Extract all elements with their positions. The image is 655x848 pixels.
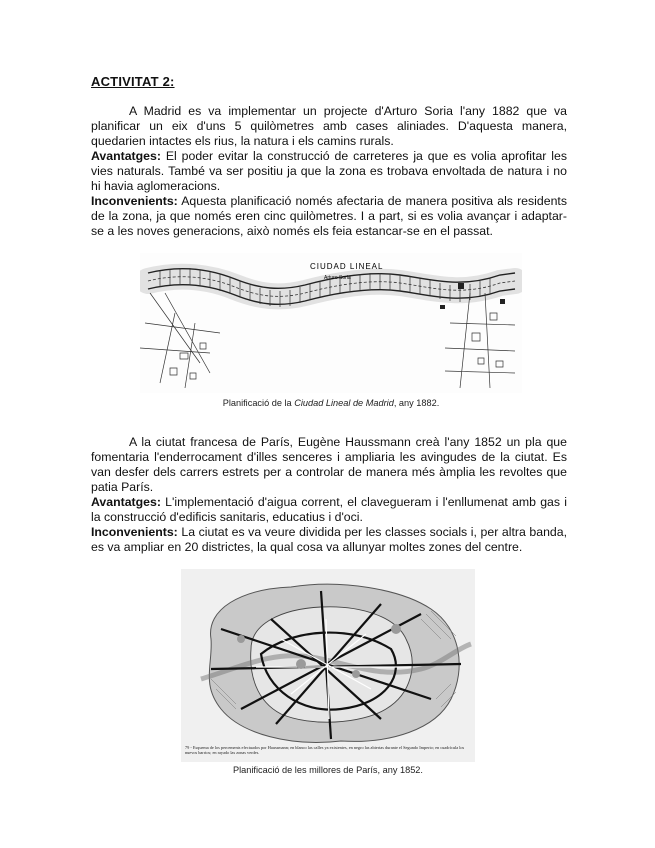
disadvantages-label: Inconvenients: <box>91 194 178 208</box>
map-title: CIUDAD LINEAL <box>310 262 384 271</box>
map-subtitle: Arturo Soria <box>324 275 351 281</box>
caption-prefix: Planificació de la <box>222 398 295 408</box>
madrid-advantages <box>91 149 567 194</box>
paris-disadvantages <box>91 525 567 555</box>
activity-title: ACTIVITAT 2: <box>91 74 175 89</box>
caption-emphasis: Ciudad Lineal de Madrid <box>294 398 394 408</box>
disadvantages-label: Inconvenients: <box>91 525 178 539</box>
paris-haussmann-map <box>181 569 475 762</box>
madrid-disadvantages <box>91 194 567 239</box>
advantages-label: Avantatges: <box>91 149 161 163</box>
ciudad-lineal-map <box>140 253 522 393</box>
advantages-text: El poder evitar la construcció de carreteres ja que es volia aprofitar les vies naturals. També va ser positiu ja que la zona es trobava envoltada de natura i no hi havia aglomeracions. <box>91 149 567 193</box>
paris-text-block <box>91 435 567 555</box>
disadvantages-text: Aquesta planificació només afectaria de manera positiva als residents de la zona, ja que només eren cinc quilòmetres. I a part, si es volia avançar i adaptar-se a les noves generacions, això només els feia estancar-se en el passat. <box>91 194 567 238</box>
madrid-text-block <box>91 104 567 239</box>
advantages-label: Avantatges: <box>91 495 161 509</box>
disadvantages-text: La ciutat es va veure dividida per les classes socials i, per altra banda, es va ampliar en 20 districtes, la qual cosa va allunyar moltes zones del centre. <box>91 525 567 554</box>
madrid-caption <box>140 398 522 408</box>
map-note: 79 - Esquema de los percements efectuados por Haussmann; en blanco las calles ya existentes, en negro las abiertas durante el Segundo Imperio; en cuadrícula los nuevos barrios; en rayado las zonas verdes. <box>185 745 465 755</box>
madrid-intro: A Madrid es va implementar un projecte d'Arturo Soria l'any 1882 que va planificar un eix d'uns 5 quilòmetres amb cases aliniades. D'aquesta manera, quedarien intactes els rius, la natura i els camins rurals. <box>91 104 567 148</box>
caption-suffix: , any 1882. <box>393 398 440 408</box>
paris-caption: Planificació de les millores de París, any 1852. <box>233 765 423 775</box>
paris-advantages <box>91 495 567 525</box>
paris-intro: A la ciutat francesa de París, Eugène Haussmann creà l'any 1852 un pla que fomentaria l'enderrocament d'illes senceres i ampliaria les avingudes de la ciutat. Es van desfer dels carrers estrets per a controlar de manera més àmplia les revoltes que patia París. <box>91 435 567 494</box>
advantages-text: L'implementació d'aigua corrent, el clavegueram i l'enllumenat amb gas i la construcció d'edificis sanitaris, educatius i d'oci. <box>91 495 567 524</box>
